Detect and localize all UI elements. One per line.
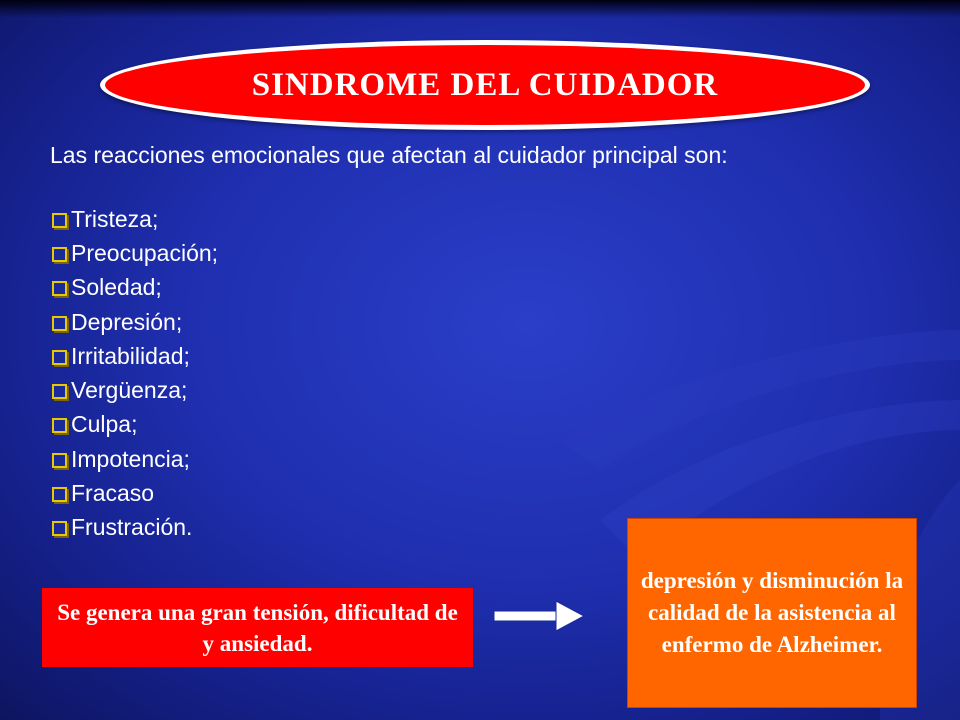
list-item [52,339,218,373]
list-item-label: Depresión; [71,308,183,335]
slide-title: SINDROME DEL CUIDADOR [251,66,719,103]
list-item-label: Culpa; [71,411,138,438]
title-banner [100,40,870,130]
list-item-label: Irritabilidad; [71,342,190,369]
list-item-label: Fracaso [71,480,155,507]
hollow-square-bullet-icon [52,487,67,502]
hollow-square-bullet-icon [52,247,67,262]
list-item [52,271,218,305]
list-item-label: Frustración. [71,514,193,541]
list-item [52,305,218,339]
list-item-label: Vergüenza; [71,377,188,404]
hollow-square-bullet-icon [52,418,67,433]
effect-box-text: depresión y disminución la calidad de la asistencia al enfermo de Alzheimer. [640,568,904,657]
list-item-label: Impotencia; [71,445,190,472]
list-item-label: Soledad; [71,274,162,301]
list-item [52,511,218,545]
hollow-square-bullet-icon [52,316,67,331]
right-arrow-icon [494,600,586,632]
list-item [52,408,218,442]
intro-text: Las reacciones emocionales que afectan al cuidador principal son: [50,142,728,168]
list-item [52,442,218,476]
list-item [52,236,218,270]
reactions-list [52,202,218,545]
hollow-square-bullet-icon [52,384,67,399]
list-item-label: Preocupación; [71,239,219,266]
cause-box [42,588,473,667]
hollow-square-bullet-icon [52,281,67,296]
list-item [52,373,218,407]
hollow-square-bullet-icon [52,350,67,365]
list-item-label: Tristeza; [71,205,159,232]
list-item [52,476,218,510]
hollow-square-bullet-icon [52,521,67,536]
hollow-square-bullet-icon [52,453,67,468]
hollow-square-bullet-icon [52,213,67,228]
cause-box-text: Se genera una gran tensión, dificultad de y ansiedad. [57,599,458,656]
effect-box [627,518,917,708]
list-item [52,202,218,236]
